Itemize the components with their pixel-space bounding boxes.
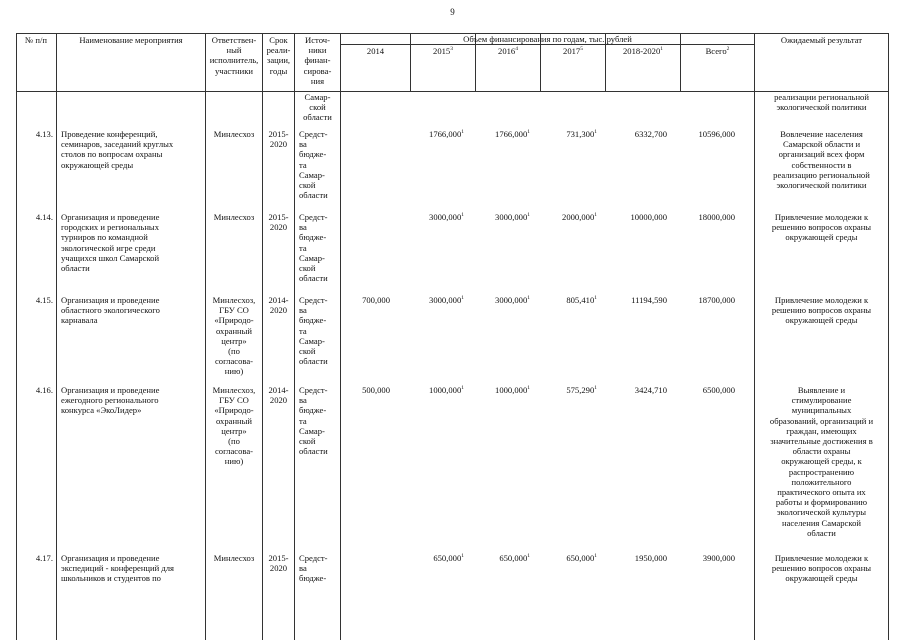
amount-total: 6500,000	[702, 385, 735, 395]
footnote-mark: 1	[461, 212, 464, 219]
term	[263, 553, 294, 573]
source-line: Средст-	[299, 385, 328, 395]
result-line: окружающей среды	[785, 232, 858, 243]
activity-line: Организация и проведение	[61, 385, 160, 395]
result-line: Выявление и	[797, 385, 846, 395]
activity-line: школьников и студентов по	[61, 573, 161, 584]
amount-value: 650,000	[499, 553, 528, 563]
activity-name	[61, 295, 203, 326]
header-responsible	[206, 35, 262, 76]
result-line: населения Самарской	[781, 517, 862, 528]
activity-line: области	[61, 263, 90, 274]
amount-2015	[411, 295, 464, 305]
source-line: Самар-	[299, 425, 325, 436]
column-divider	[340, 33, 341, 640]
year-header	[681, 46, 754, 56]
amount-total: 3900,000	[702, 553, 735, 563]
result-line: решению вопросов охраны	[771, 222, 872, 233]
activity-line: конкурса «ЭкоЛидер»	[61, 405, 142, 416]
source-line: области	[299, 273, 328, 284]
activity-name	[61, 129, 203, 170]
footnote-mark: 1	[527, 385, 530, 392]
source-line: бюдже-	[299, 315, 327, 326]
header-result: Ожидаемый результат	[780, 35, 863, 45]
carry-over-result	[755, 92, 888, 112]
amount-value: 2014	[366, 46, 385, 56]
term-line: 2020	[269, 305, 288, 316]
responsible	[206, 212, 262, 222]
amount-value: 1000,000	[429, 385, 462, 395]
term-line: 2020	[269, 563, 288, 574]
header-line: ния	[310, 75, 325, 86]
source-line: ва	[299, 305, 307, 316]
amount-2015	[411, 129, 464, 139]
header-line: реали-	[266, 45, 291, 56]
activity-line: Организация и проведение	[61, 295, 160, 305]
funding-source	[299, 553, 340, 584]
amount-2016	[476, 129, 530, 139]
footnote-mark: 1	[527, 553, 530, 560]
footnote-mark: 1	[461, 295, 464, 302]
result-line: Вовлечение населения	[780, 129, 863, 139]
amount-value: 3000,000	[495, 212, 528, 222]
responsible-line: «Природо-	[214, 405, 254, 416]
result-line: Привлечение молодежи к	[774, 553, 869, 563]
responsible-line: ГБУ СО	[219, 305, 249, 316]
source-line: Самар-	[299, 169, 325, 180]
header-term	[263, 35, 294, 76]
term-line: 2020	[269, 139, 288, 150]
result-line: образований, организаций и	[769, 415, 874, 426]
year-header	[541, 46, 605, 56]
activity-line: Проведение конференций,	[61, 129, 158, 139]
amount-value: 2000,000	[562, 212, 595, 222]
source-line: ской	[299, 263, 316, 274]
activity-line: ежегодного регионального	[61, 395, 159, 406]
footnote-mark: 1	[527, 129, 530, 136]
funding-source	[299, 129, 340, 200]
responsible	[206, 295, 262, 377]
source-line: ва	[299, 395, 307, 406]
header-line: ный	[226, 45, 242, 56]
source-line: Средст-	[299, 553, 328, 563]
result-line: Привлечение молодежи к	[774, 295, 869, 305]
responsible-line: Минлесхоз	[213, 553, 255, 563]
year-header	[476, 46, 540, 56]
footnote-mark: 1	[594, 385, 597, 392]
amount-2014: 500,000	[362, 385, 390, 395]
expected-result	[755, 295, 888, 326]
amount-2016	[476, 553, 530, 563]
amount-2016	[476, 385, 530, 395]
header-financing: Объем финансирования по годам, тыс. рублей	[463, 34, 632, 44]
activity-line: Организация и проведение	[61, 212, 160, 222]
amount-value: 1766,000	[429, 129, 462, 139]
responsible	[206, 553, 262, 563]
source-line: ва	[299, 139, 307, 150]
row-number: 4.17.	[35, 553, 53, 563]
source-line: области	[299, 446, 328, 457]
amount-2018-2020: 6332,700	[634, 129, 667, 139]
source-line: Средст-	[299, 129, 328, 139]
header-line: ники	[308, 45, 327, 56]
header-source	[295, 35, 340, 86]
footnote-mark: 1	[594, 129, 597, 136]
responsible-line: Минлесхоз	[213, 212, 255, 222]
result-line: граждан, имеющих	[786, 425, 857, 436]
result-line: окружающей среды	[785, 573, 858, 584]
activity-line: турниров по командной	[61, 232, 148, 243]
amount-2018-2020: 11194,590	[631, 295, 667, 305]
result-line: экологической культуры	[776, 507, 867, 518]
responsible-line: (по	[228, 346, 240, 357]
activity-name	[61, 212, 203, 273]
row-number: 4.16.	[35, 385, 53, 395]
source-line: Средст-	[299, 295, 328, 305]
source-line: та	[299, 325, 307, 336]
source-line: области	[299, 356, 328, 367]
footnote-mark: 1	[461, 129, 464, 136]
amount-2017	[541, 385, 597, 395]
amount-value: 2015	[433, 46, 451, 56]
footnote-mark: 1	[594, 553, 597, 560]
activity-name	[61, 385, 203, 416]
result-line: работы и формированию	[775, 497, 868, 508]
column-divider	[754, 33, 755, 640]
amount-total: 10596,000	[698, 129, 735, 139]
expected-result	[755, 129, 888, 190]
source-line: ской	[299, 180, 316, 191]
footnote-mark: 1	[660, 46, 663, 53]
result-line: решению вопросов охраны	[771, 563, 872, 574]
amount-2018-2020: 3424,710	[634, 385, 667, 395]
activity-line: окружающей среды	[61, 159, 134, 170]
source-line: ва	[299, 563, 307, 574]
amount-value: 1766,000	[495, 129, 528, 139]
table-border-left	[16, 33, 17, 640]
amount-2017	[541, 212, 597, 222]
result-line: собственности в	[791, 159, 852, 170]
term-line: 2014-	[268, 385, 289, 395]
header-line: зации,	[266, 55, 291, 66]
term-line: 2014-	[268, 295, 289, 305]
amount-value: 3000,000	[429, 212, 462, 222]
responsible-line: согласова-	[214, 356, 254, 367]
year-header	[411, 46, 475, 56]
result-line: стимулирование	[791, 395, 852, 406]
result-line: распространению	[788, 466, 855, 477]
expected-result	[755, 212, 888, 243]
source-line: бюдже-	[299, 405, 327, 416]
result-line: экологической политики	[776, 180, 867, 191]
term	[263, 385, 294, 405]
responsible-line: согласова-	[214, 446, 254, 457]
funding-source	[299, 385, 340, 456]
term	[263, 212, 294, 232]
responsible-line: центр»	[221, 335, 247, 346]
responsible	[206, 385, 262, 467]
result-line: экологической политики	[776, 102, 867, 113]
result-line: организаций всех форм	[778, 149, 865, 160]
amount-value: 2018-2020	[623, 46, 661, 56]
result-line: области	[807, 527, 836, 538]
responsible-line: Минлесхоз	[213, 129, 255, 139]
header-num: № п/п	[25, 35, 47, 45]
source-line: Средст-	[299, 212, 328, 222]
responsible-line: Минлесхоз,	[212, 295, 256, 305]
result-line: муниципальных	[791, 405, 852, 416]
activity-line: областного экологического	[61, 305, 160, 316]
result-line: области охраны	[792, 446, 851, 457]
activity-line: экологической игре среди	[61, 242, 156, 253]
responsible-line: охранный	[215, 325, 253, 336]
term-line: 2015-	[268, 129, 289, 139]
responsible-line: (по	[228, 436, 240, 447]
header-line: сирова-	[303, 65, 332, 76]
term-line: 2020	[269, 395, 288, 406]
result-line: решению вопросов охраны	[771, 305, 872, 316]
amount-2015	[411, 553, 464, 563]
header-line: участники	[215, 65, 253, 76]
footnote-mark: 3	[450, 46, 453, 53]
result-line: практического опыта их	[777, 487, 866, 498]
responsible-line: охранный	[215, 415, 253, 426]
source-line: бюдже-	[299, 232, 327, 243]
amount-2014: 700,000	[362, 295, 390, 305]
amount-2016	[476, 295, 530, 305]
amount-value: 2017	[563, 46, 581, 56]
amount-value: 650,000	[566, 553, 595, 563]
header-line: Срок	[269, 35, 288, 45]
year-header	[341, 46, 410, 56]
page-number: 9	[450, 7, 455, 17]
result-line: окружающей среды, к	[781, 456, 862, 467]
amount-value: Всего	[705, 46, 727, 56]
amount-2017	[541, 129, 597, 139]
amount-value: 575,290	[566, 385, 595, 395]
header-line: Источ-	[305, 35, 330, 45]
responsible	[206, 129, 262, 139]
source-line: Самар-	[299, 252, 325, 263]
result-line: реализации региональной	[774, 92, 869, 102]
result-line: окружающей среды	[785, 315, 858, 326]
source-line: области	[299, 190, 328, 201]
responsible-line: «Природо-	[214, 315, 254, 326]
term-line: 2020	[269, 222, 288, 233]
term-line: 2015-	[268, 212, 289, 222]
table-border-right	[888, 33, 889, 640]
source-line: та	[299, 242, 307, 253]
footnote-mark: 1	[594, 295, 597, 302]
header-name: Наименование мероприятия	[79, 35, 183, 45]
header-line: годы	[269, 65, 288, 76]
expected-result	[755, 385, 888, 538]
result-line: Самарской области и	[782, 139, 861, 150]
header-line: исполнитель,	[209, 55, 259, 66]
amount-value: 1000,000	[495, 385, 528, 395]
column-divider	[262, 33, 263, 640]
expected-result	[755, 553, 888, 584]
footnote-mark: 1	[461, 553, 464, 560]
amount-total: 18700,000	[698, 295, 735, 305]
source-line: бюдже-	[299, 573, 327, 584]
footnote-mark: 2	[726, 46, 730, 53]
amount-2015	[411, 385, 464, 395]
activity-line: городских и региональных	[61, 222, 160, 233]
source-line: области	[303, 112, 332, 123]
funding-source	[299, 212, 340, 283]
footnote-mark: 4	[515, 46, 518, 53]
activity-line: экспедиций - конференций для	[61, 563, 174, 574]
source-line: ской	[299, 346, 316, 357]
row-number: 4.13.	[35, 129, 53, 139]
responsible-line: нию)	[224, 366, 244, 377]
footnote-mark: 1	[527, 212, 530, 219]
source-line: Самар-	[299, 335, 325, 346]
year-header	[606, 46, 680, 56]
footnote-mark: 1	[594, 212, 597, 219]
result-line: положительного	[791, 476, 852, 487]
row-number: 4.15.	[35, 295, 53, 305]
amount-value: 650,000	[433, 553, 462, 563]
responsible-line: центр»	[221, 425, 247, 436]
footnote-mark: 5	[580, 46, 583, 53]
source-line: та	[299, 159, 307, 170]
header-line: Ответствен-	[211, 35, 257, 45]
source-line: Самар-	[304, 92, 331, 102]
term	[263, 129, 294, 149]
source-line: та	[299, 415, 307, 426]
source-line: ва	[299, 222, 307, 233]
column-divider	[56, 33, 57, 640]
responsible-line: ГБУ СО	[219, 395, 249, 406]
amount-2016	[476, 212, 530, 222]
carry-over-source	[295, 92, 340, 123]
amount-2015	[411, 212, 464, 222]
row-number: 4.14.	[35, 212, 53, 222]
term	[263, 295, 294, 315]
footnote-mark: 1	[461, 385, 464, 392]
term-line: 2015-	[268, 553, 289, 563]
activity-line: учащихся школ Самарской	[61, 252, 160, 263]
amount-value: 805,410	[566, 295, 595, 305]
activity-line: Организация и проведение	[61, 553, 160, 563]
amount-2018-2020: 1950,000	[634, 553, 667, 563]
activity-name	[61, 553, 203, 584]
funding-source	[299, 295, 340, 366]
column-divider	[294, 33, 295, 640]
source-line: ской	[299, 436, 316, 447]
amount-2017	[541, 553, 597, 563]
amount-2017	[541, 295, 597, 305]
amount-value: 2016	[498, 46, 516, 56]
source-line: бюдже-	[299, 149, 327, 160]
activity-line: семинаров, заседаний круглых	[61, 139, 174, 150]
result-line: реализацию региональной	[773, 169, 870, 180]
amount-value: 3000,000	[495, 295, 528, 305]
amount-value: 731,300	[566, 129, 595, 139]
source-line: ской	[309, 102, 326, 113]
amount-value: 3000,000	[429, 295, 462, 305]
footnote-mark: 1	[527, 295, 530, 302]
header-line: финан-	[304, 55, 331, 66]
activity-line: карнавала	[61, 315, 98, 326]
result-line: значительные достижения в	[770, 436, 873, 447]
result-line: Привлечение молодежи к	[774, 212, 869, 222]
responsible-line: нию)	[224, 456, 244, 467]
amount-total: 18000,000	[698, 212, 735, 222]
responsible-line: Минлесхоз,	[212, 385, 256, 395]
activity-line: столов по вопросам охраны	[61, 149, 163, 160]
amount-2018-2020: 10000,000	[630, 212, 667, 222]
